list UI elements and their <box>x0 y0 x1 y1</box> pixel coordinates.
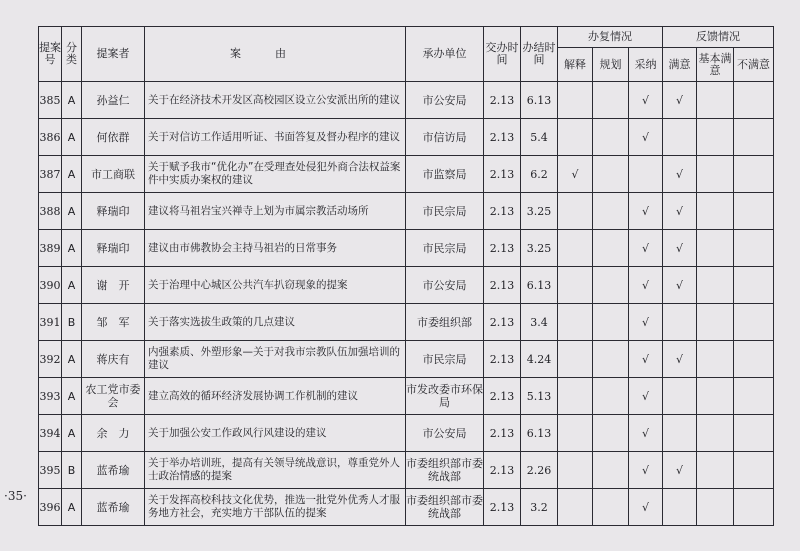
cell-proposer: 蓝希瑜 <box>82 489 145 526</box>
header-done-time: 办结时间 <box>521 27 558 82</box>
check-mark: √ <box>641 352 649 366</box>
cell-explain <box>558 82 593 119</box>
cell-unit: 市民宗局 <box>406 193 484 230</box>
check-mark: √ <box>641 389 649 403</box>
cell-basic <box>697 230 734 267</box>
cell-adopt <box>629 378 663 415</box>
cell-id: 390 <box>39 267 62 304</box>
table-row <box>39 230 774 267</box>
cell-reason: 关于落实选拔生政策的几点建议 <box>145 304 406 341</box>
cell-assign-time: 2.13 <box>484 378 521 415</box>
check-mark: √ <box>641 426 649 440</box>
cell-satisfied <box>663 304 697 341</box>
cell-id: 391 <box>39 304 62 341</box>
cell-id: 386 <box>39 119 62 156</box>
cell-basic <box>697 267 734 304</box>
cell-assign-time: 2.13 <box>484 341 521 378</box>
check-mark: √ <box>675 241 683 255</box>
cell-adopt <box>629 415 663 452</box>
cell-assign-time: 2.13 <box>484 193 521 230</box>
cell-reason: 建立高效的循环经济发展协调工作机制的建议 <box>145 378 406 415</box>
cell-adopt <box>629 119 663 156</box>
cell-plan <box>593 82 629 119</box>
header-fb-satisfied: 满意 <box>663 48 697 82</box>
cell-category: B <box>62 304 82 341</box>
cell-id: 393 <box>39 378 62 415</box>
header-reply-plan: 规划 <box>593 48 629 82</box>
cell-explain <box>558 341 593 378</box>
cell-adopt <box>629 82 663 119</box>
cell-basic <box>697 193 734 230</box>
cell-unit: 市委组织部 <box>406 304 484 341</box>
cell-basic <box>697 119 734 156</box>
cell-reason: 建议将马祖岩宝兴禅寺上划为市属宗教活动场所 <box>145 193 406 230</box>
header-feedback-group: 反馈情况 <box>663 27 774 48</box>
cell-satisfied <box>663 489 697 526</box>
cell-unit: 市公安局 <box>406 267 484 304</box>
table-row <box>39 82 774 119</box>
cell-adopt <box>629 156 663 193</box>
cell-done-time: 3.25 <box>521 193 558 230</box>
cell-satisfied <box>663 415 697 452</box>
cell-id: 392 <box>39 341 62 378</box>
cell-reason: 关于对信访工作适用听证、书面答复及督办程序的建议 <box>145 119 406 156</box>
cell-basic <box>697 489 734 526</box>
cell-category: A <box>62 193 82 230</box>
cell-done-time: 6.13 <box>521 267 558 304</box>
cell-proposer: 孙益仁 <box>82 82 145 119</box>
cell-category: A <box>62 415 82 452</box>
cell-adopt <box>629 489 663 526</box>
cell-unsatisfied <box>734 415 774 452</box>
header-category: 分类 <box>62 27 82 82</box>
check-mark: √ <box>675 352 683 366</box>
cell-category: A <box>62 230 82 267</box>
cell-basic <box>697 452 734 489</box>
cell-assign-time: 2.13 <box>484 489 521 526</box>
cell-reason: 建议由市佛教协会主持马祖岩的日常事务 <box>145 230 406 267</box>
cell-done-time: 4.24 <box>521 341 558 378</box>
header-reply-adopt: 采纳 <box>629 48 663 82</box>
cell-explain <box>558 378 593 415</box>
cell-assign-time: 2.13 <box>484 156 521 193</box>
cell-plan <box>593 452 629 489</box>
cell-explain <box>558 119 593 156</box>
cell-assign-time: 2.13 <box>484 304 521 341</box>
check-mark: √ <box>641 241 649 255</box>
cell-proposer: 市工商联 <box>82 156 145 193</box>
cell-unit: 市委组织部市委统战部 <box>406 489 484 526</box>
cell-proposer: 蒋庆有 <box>82 341 145 378</box>
cell-basic <box>697 378 734 415</box>
cell-basic <box>697 82 734 119</box>
cell-basic <box>697 341 734 378</box>
table-row <box>39 119 774 156</box>
cell-done-time: 6.2 <box>521 156 558 193</box>
cell-category: A <box>62 341 82 378</box>
cell-assign-time: 2.13 <box>484 230 521 267</box>
cell-done-time: 3.25 <box>521 230 558 267</box>
cell-done-time: 5.13 <box>521 378 558 415</box>
table-row <box>39 304 774 341</box>
check-mark: √ <box>641 463 649 477</box>
header-proposer: 提案者 <box>82 27 145 82</box>
cell-unsatisfied <box>734 82 774 119</box>
cell-unit: 市发改委市环保局 <box>406 378 484 415</box>
cell-id: 394 <box>39 415 62 452</box>
cell-satisfied <box>663 341 697 378</box>
cell-basic <box>697 415 734 452</box>
cell-done-time: 2.26 <box>521 452 558 489</box>
header-reply-explain: 解释 <box>558 48 593 82</box>
proposal-table <box>38 26 774 526</box>
cell-category: A <box>62 267 82 304</box>
cell-unit: 市公安局 <box>406 82 484 119</box>
cell-proposer: 谢 开 <box>82 267 145 304</box>
table-row <box>39 378 774 415</box>
cell-unit: 市民宗局 <box>406 341 484 378</box>
cell-unit: 市信访局 <box>406 119 484 156</box>
cell-category: A <box>62 82 82 119</box>
cell-explain <box>558 230 593 267</box>
cell-done-time: 6.13 <box>521 415 558 452</box>
header-fb-unsatisfied: 不满意 <box>734 48 774 82</box>
table-row <box>39 489 774 526</box>
cell-id: 387 <box>39 156 62 193</box>
cell-reason: 关于在经济技术开发区高校园区设立公安派出所的建议 <box>145 82 406 119</box>
cell-reason: 关于加强公安工作政风行风建设的建议 <box>145 415 406 452</box>
cell-adopt <box>629 193 663 230</box>
cell-explain <box>558 156 593 193</box>
cell-unsatisfied <box>734 267 774 304</box>
cell-satisfied <box>663 156 697 193</box>
cell-plan <box>593 415 629 452</box>
cell-adopt <box>629 304 663 341</box>
cell-satisfied <box>663 82 697 119</box>
cell-satisfied <box>663 119 697 156</box>
cell-proposer: 余 力 <box>82 415 145 452</box>
cell-id: 385 <box>39 82 62 119</box>
cell-unsatisfied <box>734 489 774 526</box>
cell-assign-time: 2.13 <box>484 267 521 304</box>
check-mark: √ <box>571 167 579 181</box>
cell-category: A <box>62 378 82 415</box>
cell-satisfied <box>663 193 697 230</box>
check-mark: √ <box>675 167 683 181</box>
cell-done-time: 3.4 <box>521 304 558 341</box>
cell-plan <box>593 193 629 230</box>
check-mark: √ <box>675 204 683 218</box>
cell-proposer: 何依群 <box>82 119 145 156</box>
cell-explain <box>558 415 593 452</box>
cell-reason: 关于发挥高校科技文化优势，推选一批党外优秀人才服务地方社会，充实地方干部队伍的提案 <box>145 489 406 526</box>
cell-done-time: 5.4 <box>521 119 558 156</box>
cell-id: 396 <box>39 489 62 526</box>
cell-adopt <box>629 452 663 489</box>
table-row <box>39 156 774 193</box>
header-fb-basic: 基本满意 <box>697 48 734 82</box>
cell-plan <box>593 267 629 304</box>
cell-explain <box>558 304 593 341</box>
table-row <box>39 415 774 452</box>
cell-plan <box>593 341 629 378</box>
cell-unsatisfied <box>734 304 774 341</box>
cell-category: A <box>62 489 82 526</box>
cell-assign-time: 2.13 <box>484 452 521 489</box>
table-row <box>39 193 774 230</box>
cell-unit: 市公安局 <box>406 415 484 452</box>
check-mark: √ <box>641 278 649 292</box>
header-unit: 承办单位 <box>406 27 484 82</box>
cell-done-time: 6.13 <box>521 82 558 119</box>
check-mark: √ <box>641 204 649 218</box>
cell-category: A <box>62 156 82 193</box>
cell-satisfied <box>663 230 697 267</box>
header-id: 提案号 <box>39 27 62 82</box>
cell-explain <box>558 452 593 489</box>
cell-basic <box>697 304 734 341</box>
page-number: ·35· <box>4 489 27 503</box>
cell-id: 389 <box>39 230 62 267</box>
cell-done-time: 3.2 <box>521 489 558 526</box>
table-row <box>39 267 774 304</box>
cell-proposer: 邹 军 <box>82 304 145 341</box>
header-reason: 案由 <box>145 27 406 82</box>
cell-satisfied <box>663 452 697 489</box>
cell-adopt <box>629 230 663 267</box>
cell-assign-time: 2.13 <box>484 119 521 156</box>
cell-unsatisfied <box>734 378 774 415</box>
cell-explain <box>558 193 593 230</box>
check-mark: √ <box>641 500 649 514</box>
table-row <box>39 341 774 378</box>
cell-satisfied <box>663 378 697 415</box>
cell-unsatisfied <box>734 193 774 230</box>
cell-plan <box>593 489 629 526</box>
cell-unit: 市委组织部市委统战部 <box>406 452 484 489</box>
cell-basic <box>697 156 734 193</box>
cell-plan <box>593 230 629 267</box>
cell-plan <box>593 156 629 193</box>
cell-reason: 关于治理中心城区公共汽车扒窃现象的提案 <box>145 267 406 304</box>
check-mark: √ <box>675 463 683 477</box>
cell-plan <box>593 304 629 341</box>
cell-unsatisfied <box>734 119 774 156</box>
cell-id: 395 <box>39 452 62 489</box>
cell-unit: 市监察局 <box>406 156 484 193</box>
table-row <box>39 452 774 489</box>
cell-reason: 内强素质、外塑形象—关于对我市宗教队伍加强培训的建议 <box>145 341 406 378</box>
cell-unsatisfied <box>734 452 774 489</box>
check-mark: √ <box>641 315 649 329</box>
cell-proposer: 释瑞印 <box>82 230 145 267</box>
cell-proposer: 农工党市委会 <box>82 378 145 415</box>
cell-explain <box>558 489 593 526</box>
cell-unsatisfied <box>734 156 774 193</box>
cell-reason: 关于举办培训班，提高有关领导统战意识，尊重党外人士政治情感的提案 <box>145 452 406 489</box>
cell-satisfied <box>663 267 697 304</box>
cell-assign-time: 2.13 <box>484 82 521 119</box>
cell-id: 388 <box>39 193 62 230</box>
cell-proposer: 释瑞印 <box>82 193 145 230</box>
cell-adopt <box>629 341 663 378</box>
header-reply-group: 办复情况 <box>558 27 663 48</box>
check-mark: √ <box>675 93 683 107</box>
cell-unsatisfied <box>734 341 774 378</box>
cell-explain <box>558 267 593 304</box>
cell-proposer: 蓝希瑜 <box>82 452 145 489</box>
cell-unsatisfied <box>734 230 774 267</box>
header-assign-time: 交办时间 <box>484 27 521 82</box>
cell-category: A <box>62 119 82 156</box>
cell-unit: 市民宗局 <box>406 230 484 267</box>
cell-assign-time: 2.13 <box>484 415 521 452</box>
cell-reason: 关于赋予我市“优化办”在受理查处侵犯外商合法权益案件中实质办案权的建议 <box>145 156 406 193</box>
cell-category: B <box>62 452 82 489</box>
cell-adopt <box>629 267 663 304</box>
cell-plan <box>593 119 629 156</box>
cell-plan <box>593 378 629 415</box>
check-mark: √ <box>641 130 649 144</box>
check-mark: √ <box>675 278 683 292</box>
check-mark: √ <box>641 93 649 107</box>
